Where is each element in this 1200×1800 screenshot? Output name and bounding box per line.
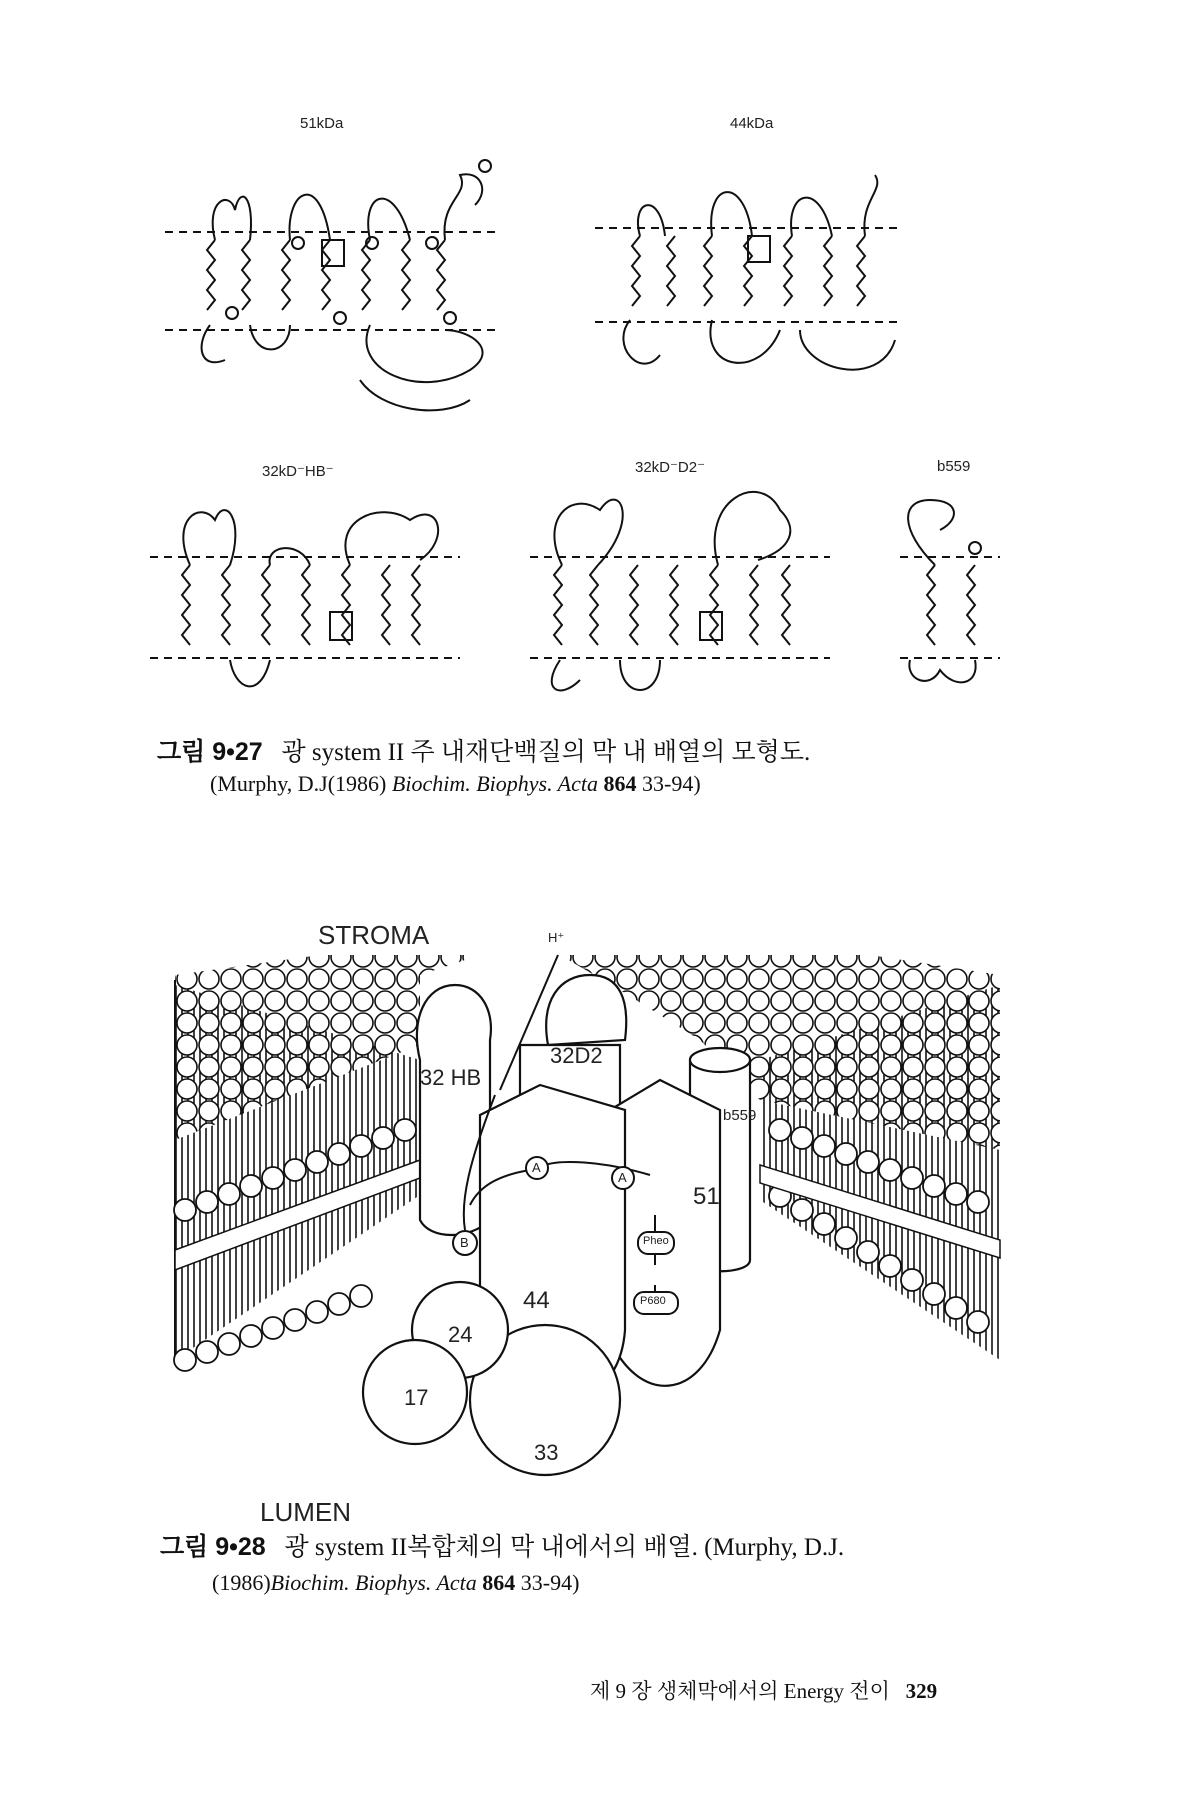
figure-9-27-ref-author: (Murphy, D.J(1986): [210, 771, 387, 796]
protein-24-label: 24: [448, 1322, 473, 1347]
panel-title-32kd-d2: 32kD⁻D2⁻: [635, 459, 706, 476]
cofactor-b-label: B: [460, 1235, 469, 1250]
figure-9-28-label: 그림 9•28: [160, 1533, 266, 1561]
p680-label: P680: [640, 1295, 666, 1307]
figure-9-27-caption-text: 광 system II 주 내재단백질의 막 내 배열의 모형도.: [281, 739, 811, 766]
cofactor-a2-label: A: [618, 1170, 627, 1185]
lumen-label: LUMEN: [260, 1497, 352, 1527]
figure-9-28-caption: [160, 1530, 844, 1565]
figure-9-28-ref-pages: 33-94): [520, 1570, 580, 1595]
protein-32hb-label: 32 HB: [420, 1065, 482, 1090]
cytochrome-b559-label: b559: [723, 1107, 757, 1124]
protein-51-label: 51: [693, 1183, 720, 1210]
figure-9-27-ref-journal: Biochim. Biophys. Acta: [391, 771, 599, 796]
panel-title-b559: b559: [937, 458, 971, 475]
panel-title-51kda: 51kDa: [300, 115, 344, 132]
figure-9-28-ref-year: (1986): [212, 1570, 271, 1595]
chapter-title: 제 9 장 생체막에서의 Energy 전이: [590, 1679, 890, 1703]
protein-44-label: 44: [523, 1287, 550, 1314]
stroma-label: STROMA: [318, 920, 430, 950]
figure-9-28-reference: [212, 1570, 579, 1596]
protein-32d2-label: 32D2: [550, 1043, 603, 1068]
panel-title-32kd-hb: 32kD⁻HB⁻: [262, 463, 334, 480]
figure-9-28-ref-journal: Biochim. Biophys. Acta: [270, 1570, 477, 1595]
page-number: 329: [905, 1679, 938, 1703]
figure-9-27-label: 그림 9•27: [157, 738, 263, 766]
protein-33-label: 33: [534, 1440, 559, 1465]
page-footer: [590, 1675, 937, 1705]
figure-9-28-caption-text: 광 system II복합체의 막 내에서의 배열. (Murphy, D.J.: [284, 1534, 845, 1561]
proton-label: H⁺: [548, 930, 565, 945]
figure-9-27-ref-volume: 864: [603, 771, 637, 796]
figure-9-28-ref-volume: 864: [482, 1570, 516, 1595]
figure-9-27-ref-pages: 33-94): [642, 771, 701, 796]
pheophytin-label: Pheo: [643, 1235, 669, 1247]
panel-title-44kda: 44kDa: [730, 115, 774, 132]
cofactor-a1-label: A: [532, 1160, 541, 1175]
protein-17-label: 17: [404, 1385, 429, 1410]
